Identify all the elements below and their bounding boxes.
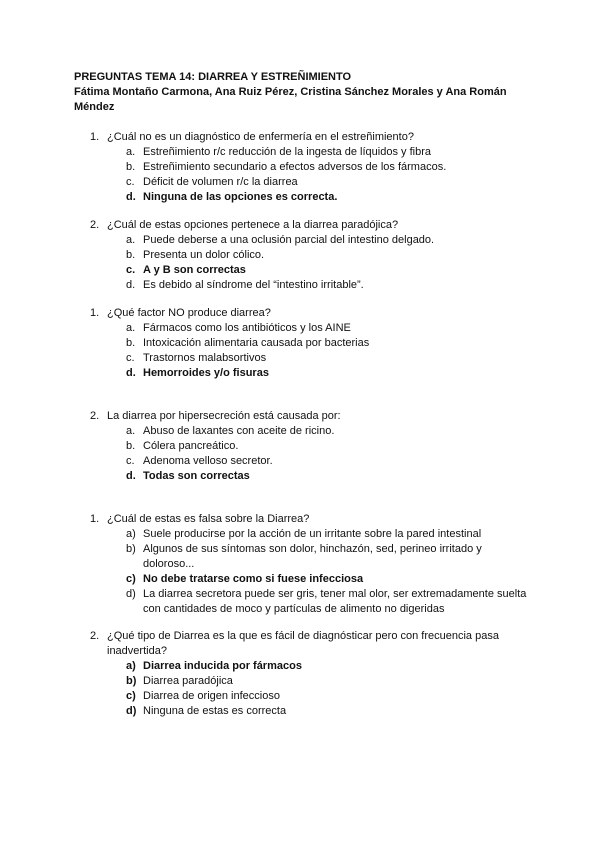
option-letter: c) (126, 690, 136, 702)
option-text: Fármacos como los antibióticos y los AINE (143, 322, 351, 334)
option-text: Puede deberse a una oclusión parcial del intestino delgado. (143, 234, 435, 246)
option-text: Intoxicación alimentaria causada por bacterias (143, 337, 370, 349)
option-item-correct (90, 366, 530, 381)
option-item (90, 175, 530, 190)
option-text: Algunos de sus síntomas son dolor, hinchazón, sed, perineo irritado y doloroso... (143, 543, 482, 570)
question-number: 2. (90, 219, 100, 231)
option-text: Es debido al síndrome del “intestino irritable”. (143, 279, 364, 291)
document-title: PREGUNTAS TEMA 14: DIARREA Y ESTREÑIMIENTO (74, 71, 352, 83)
option-letter: c) (126, 573, 136, 585)
option-letter: d. (126, 470, 136, 482)
question-text: ¿Qué factor NO produce diarrea? (107, 307, 271, 319)
option-letter: b. (126, 249, 136, 261)
question-block (90, 218, 530, 293)
option-letter: a. (126, 425, 136, 437)
option-letter: b) (126, 543, 136, 555)
option-text: Estreñimiento r/c reducción de la ingesta de líquidos y fibra (143, 146, 431, 158)
option-list (90, 233, 530, 293)
option-item-correct (90, 190, 530, 205)
option-text: Suele producirse por la acción de un irritante sobre la pared intestinal (143, 528, 482, 540)
option-item-correct (90, 263, 530, 278)
option-list (90, 321, 530, 381)
option-item (90, 454, 530, 469)
question-number: 1. (90, 513, 100, 525)
option-letter: a) (126, 660, 136, 672)
question-stem (90, 512, 530, 527)
option-item (90, 424, 530, 439)
option-item (90, 248, 530, 263)
question-block (90, 629, 530, 719)
question-number: 1. (90, 131, 100, 143)
option-item-correct (90, 572, 530, 587)
question-text: La diarrea por hipersecreción está causada por: (107, 410, 341, 422)
question-stem (90, 130, 530, 145)
question-block (90, 130, 530, 205)
option-item (90, 674, 530, 689)
question-number: 2. (90, 410, 100, 422)
option-text: Déficit de volumen r/c la diarrea (143, 176, 298, 188)
question-block (90, 512, 530, 617)
option-item (90, 439, 530, 454)
option-text: Ninguna de las opciones es correcta. (143, 191, 338, 203)
question-number: 1. (90, 307, 100, 319)
option-text: La diarrea secretora puede ser gris, tener mal olor, ser extremadamente suelta con cantidades de moco y partículas de alimento no digeridas (143, 588, 527, 615)
option-letter: d) (126, 588, 136, 600)
document-authors: Fátima Montaño Carmona, Ana Ruiz Pérez, Cristina Sánchez Morales y Ana Román Méndez (74, 86, 507, 113)
option-letter: c. (126, 352, 135, 364)
option-letter: a. (126, 322, 136, 334)
option-item (90, 689, 530, 704)
option-letter: b. (126, 161, 136, 173)
option-text: No debe tratarse como si fuese infecciosa (143, 573, 364, 585)
option-text: Trastornos malabsortivos (143, 352, 267, 364)
option-item (90, 542, 530, 572)
option-letter: d) (126, 705, 137, 717)
option-list (90, 527, 530, 617)
option-text: Presenta un dolor cólico. (143, 249, 265, 261)
option-text: Diarrea inducida por fármacos (143, 660, 302, 672)
question-text: ¿Cuál de estas opciones pertenece a la diarrea paradójica? (107, 219, 399, 231)
question-stem (90, 306, 530, 321)
option-text: Estreñimiento secundario a efectos adversos de los fármacos. (143, 161, 447, 173)
option-letter: d. (126, 279, 136, 291)
option-item (90, 336, 530, 351)
option-item (90, 233, 530, 248)
option-text: Adenoma velloso secretor. (143, 455, 273, 467)
option-text: Todas son correctas (143, 470, 250, 482)
option-list (90, 424, 530, 484)
option-item (90, 351, 530, 366)
option-item (90, 587, 530, 617)
option-text: Abuso de laxantes con aceite de ricino. (143, 425, 335, 437)
question-text: ¿Cuál no es un diagnóstico de enfermería en el estreñimiento? (107, 131, 414, 143)
option-item (90, 527, 530, 542)
option-item (90, 145, 530, 160)
option-text: Diarrea paradójica (143, 675, 233, 687)
option-letter: a. (126, 234, 136, 246)
option-list (90, 659, 530, 719)
question-stem (90, 409, 530, 424)
question-block (90, 409, 530, 484)
option-letter: d. (126, 367, 136, 379)
question-stem (90, 218, 530, 233)
option-letter: d. (126, 191, 136, 203)
document-header (74, 70, 534, 115)
question-block (90, 306, 530, 381)
option-item-correct (90, 659, 530, 674)
option-text: Diarrea de origen infeccioso (143, 690, 280, 702)
option-letter: a) (126, 528, 136, 540)
option-text: A y B son correctas (143, 264, 246, 276)
option-letter: c. (126, 264, 136, 276)
option-item (90, 704, 530, 719)
question-text: ¿Qué tipo de Diarrea es la que es fácil de diagnósticar pero con frecuencia pasa inadvertida? (107, 630, 499, 657)
option-letter: c. (126, 455, 135, 467)
option-text: Cólera pancreático. (143, 440, 239, 452)
question-stem (90, 629, 530, 659)
option-letter: a. (126, 146, 136, 158)
option-item (90, 160, 530, 175)
question-text: ¿Cuál de estas es falsa sobre la Diarrea? (107, 513, 310, 525)
option-letter: c. (126, 176, 135, 188)
option-item (90, 321, 530, 336)
question-number: 2. (90, 630, 100, 642)
option-text: Hemorroides y/o fisuras (143, 367, 269, 379)
option-text: Ninguna de estas es correcta (143, 705, 287, 717)
option-list (90, 145, 530, 205)
option-letter: b. (126, 337, 136, 349)
option-letter: b. (126, 440, 136, 452)
option-item (90, 278, 530, 293)
option-item-correct (90, 469, 530, 484)
option-letter: b) (126, 675, 137, 687)
